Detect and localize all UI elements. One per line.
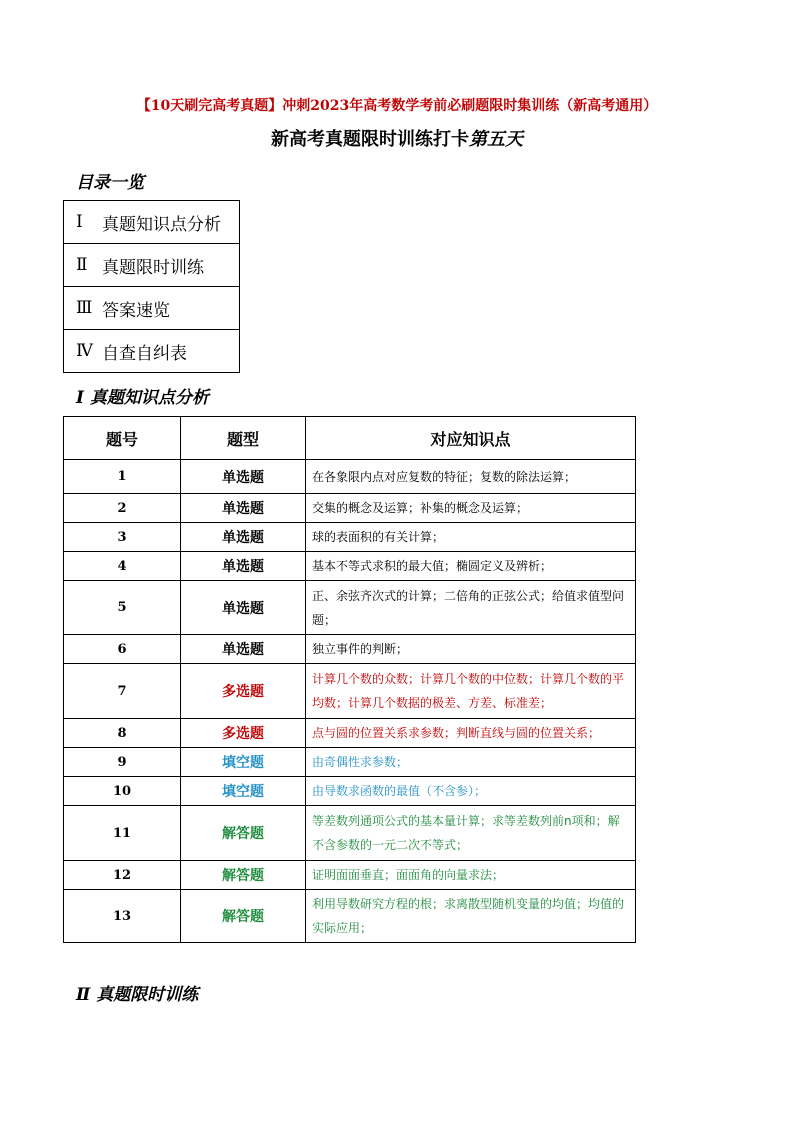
- table-row: [64, 777, 636, 806]
- knowledge-points: 球的表面积的有关计算；: [306, 523, 636, 552]
- question-number: 4: [64, 552, 181, 581]
- section2-heading: Ⅱ 真题限时训练: [76, 985, 199, 1005]
- toc-item[interactable]: [64, 201, 239, 244]
- toc-item-label: 真题知识点分析: [102, 214, 221, 235]
- question-type: 多选题: [181, 719, 306, 748]
- question-type: 单选题: [181, 494, 306, 523]
- question-type: 单选题: [181, 635, 306, 664]
- knowledge-points: 独立事件的判断；: [306, 635, 636, 664]
- knowledge-points: 由奇偶性求参数；: [306, 748, 636, 777]
- question-type: 填空题: [181, 777, 306, 806]
- table-row: [64, 861, 636, 890]
- knowledge-points: 利用导数研究方程的根；求离散型随机变量的均值；均值的实际应用；: [306, 890, 636, 943]
- document-main-title: [0, 125, 794, 151]
- knowledge-points: 点与圆的位置关系求参数；判断直线与圆的位置关系；: [306, 719, 636, 748]
- table-row: [64, 664, 636, 719]
- main-title-text: 新高考真题限时训练打卡: [271, 129, 469, 150]
- question-number: 6: [64, 635, 181, 664]
- toc-list: [63, 200, 240, 373]
- question-number: 7: [64, 664, 181, 719]
- question-type: 解答题: [181, 806, 306, 861]
- table-row: [64, 552, 636, 581]
- question-type: 单选题: [181, 552, 306, 581]
- question-type: 单选题: [181, 581, 306, 635]
- knowledge-points: 在各象限内点对应复数的特征；复数的除法运算；: [306, 460, 636, 494]
- table-row: [64, 460, 636, 494]
- toc-item[interactable]: [64, 287, 239, 330]
- question-type: 多选题: [181, 664, 306, 719]
- question-type: 单选题: [181, 460, 306, 494]
- question-number: 12: [64, 861, 181, 890]
- table-header-row: [64, 417, 636, 460]
- table-row: [64, 719, 636, 748]
- table-row: [64, 748, 636, 777]
- question-number: 5: [64, 581, 181, 635]
- question-number: 13: [64, 890, 181, 943]
- question-type: 解答题: [181, 861, 306, 890]
- knowledge-table: [63, 416, 636, 943]
- question-number: 3: [64, 523, 181, 552]
- table-row: [64, 890, 636, 943]
- column-header-num: 题号: [64, 417, 181, 460]
- toc-item-label: 自查自纠表: [102, 343, 187, 364]
- table-row: [64, 523, 636, 552]
- question-number: 10: [64, 777, 181, 806]
- column-header-type: 题型: [181, 417, 306, 460]
- table-row: [64, 806, 636, 861]
- toc-item-number: Ⅳ: [76, 341, 93, 361]
- column-header-knowledge: 对应知识点: [306, 417, 636, 460]
- question-type: 单选题: [181, 523, 306, 552]
- table-row: [64, 581, 636, 635]
- knowledge-points: 基本不等式求积的最大值；椭圆定义及辨析；: [306, 552, 636, 581]
- knowledge-points: 正、余弦齐次式的计算；二倍角的正弦公式；给值求值型问题；: [306, 581, 636, 635]
- question-number: 9: [64, 748, 181, 777]
- toc-item[interactable]: [64, 244, 239, 287]
- knowledge-points: 计算几个数的众数；计算几个数的中位数；计算几个数的平均数；计算几个数据的极差、方差、标准差；: [306, 664, 636, 719]
- question-type: 填空题: [181, 748, 306, 777]
- question-number: 11: [64, 806, 181, 861]
- table-row: [64, 494, 636, 523]
- toc-item-label: 真题限时训练: [102, 257, 204, 278]
- question-number: 1: [64, 460, 181, 494]
- knowledge-points: 交集的概念及运算；补集的概念及运算；: [306, 494, 636, 523]
- knowledge-points: 证明面面垂直；面面角的向量求法；: [306, 861, 636, 890]
- toc-heading: 目录一览: [76, 173, 144, 193]
- section1-heading: Ⅰ 真题知识点分析: [76, 388, 209, 408]
- toc-item[interactable]: [64, 330, 239, 372]
- table-row: [64, 635, 636, 664]
- question-number: 8: [64, 719, 181, 748]
- toc-item-number: Ⅲ: [76, 298, 93, 318]
- toc-item-label: 答案速览: [102, 300, 170, 321]
- knowledge-points: 由导数求函数的最值（不含参）；: [306, 777, 636, 806]
- toc-item-number: Ⅱ: [76, 255, 88, 275]
- main-title-day: 第五天: [469, 129, 523, 150]
- toc-item-number: Ⅰ: [76, 212, 83, 232]
- document-top-title: 【10天刷完高考真题】冲刺2023年高考数学考前必刷题限时集训练（新高考通用）: [136, 98, 658, 114]
- knowledge-points: 等差数列通项公式的基本量计算；求等差数列前n项和；解不含参数的一元二次不等式；: [306, 806, 636, 861]
- question-type: 解答题: [181, 890, 306, 943]
- question-number: 2: [64, 494, 181, 523]
